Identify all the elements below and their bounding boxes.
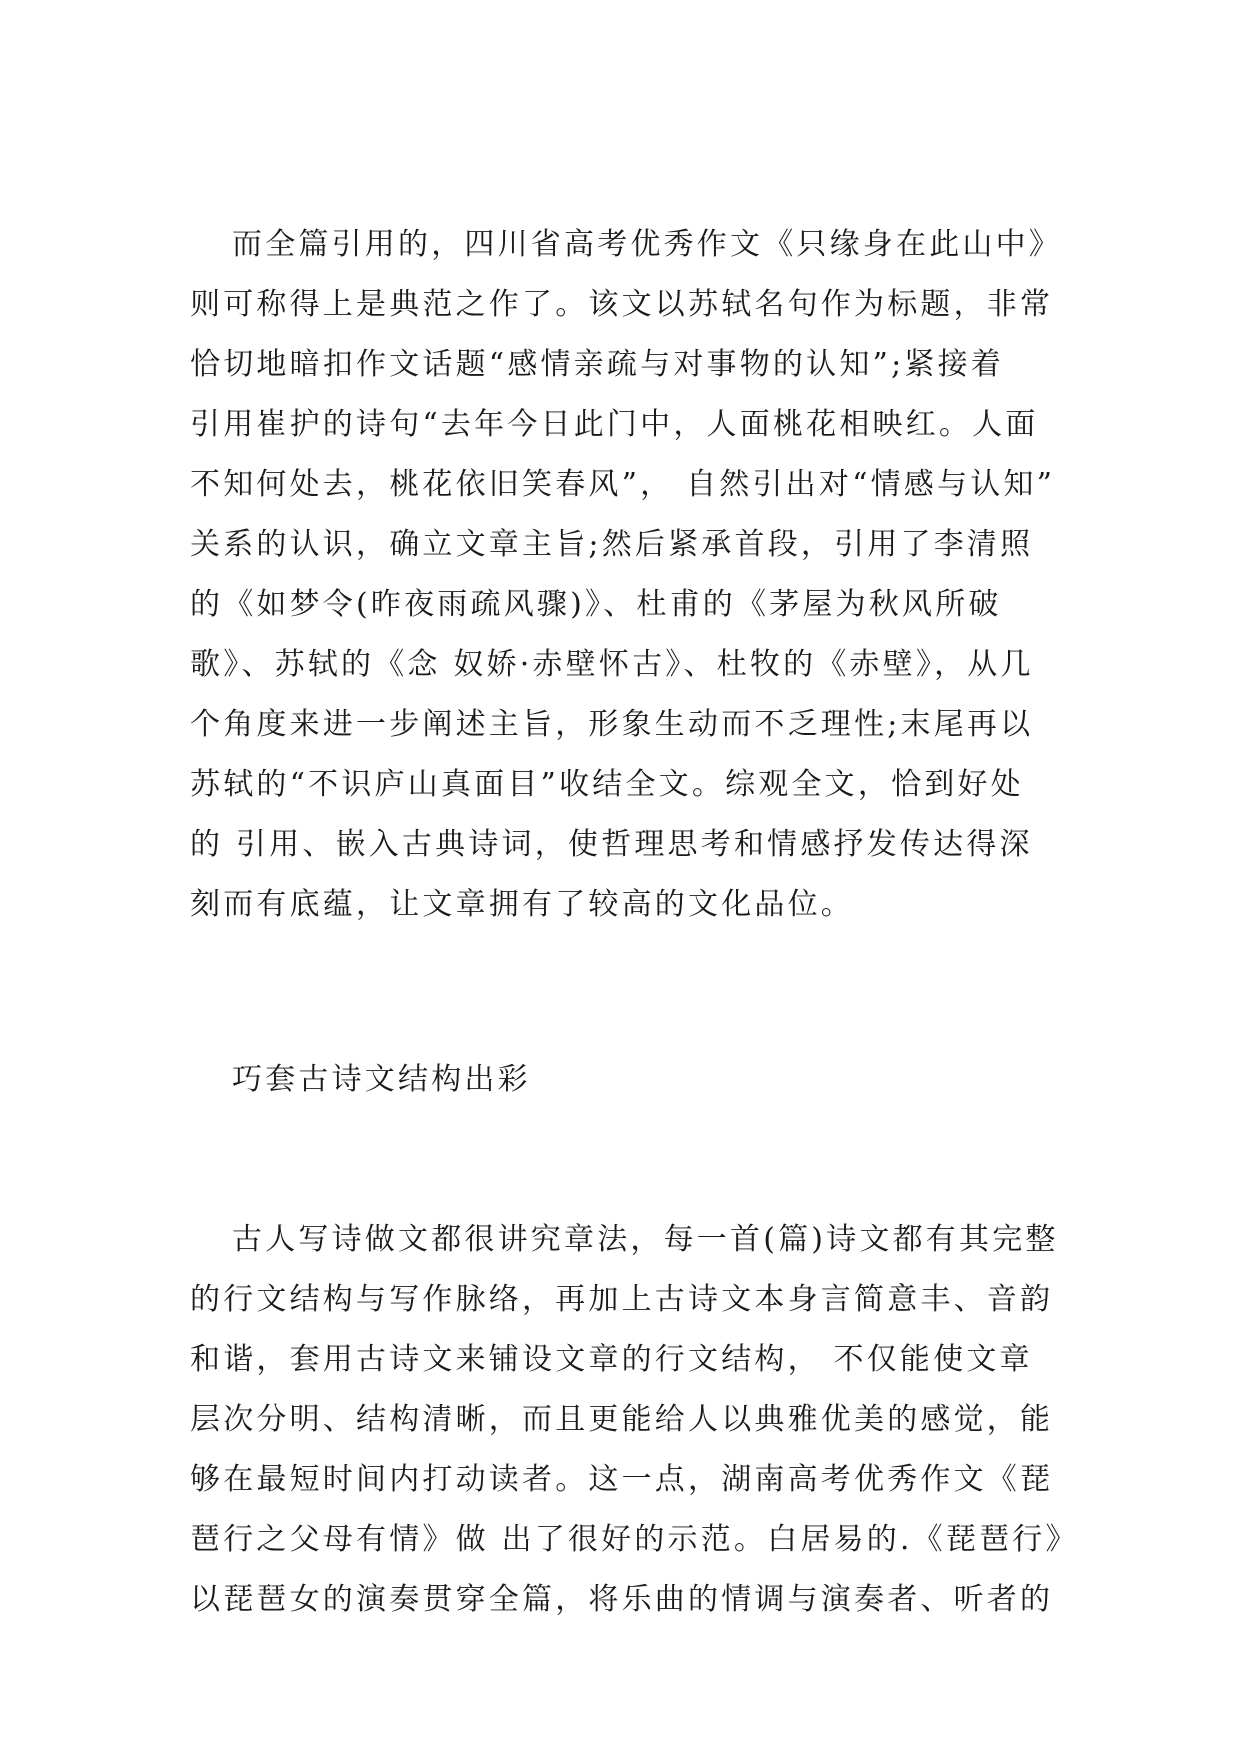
- paragraph-line: 则可称得上是典范之作了。该文以苏轼名句作为标题，非常: [190, 287, 1054, 322]
- paragraph-line: 够在最短时间内打动读者。这一点，湖南高考优秀作文《琵: [190, 1462, 1054, 1497]
- paragraph-1: [190, 215, 1060, 935]
- paragraph-line: 以琵琶女的演奏贯穿全篇，将乐曲的情调与演奏者、听者的: [190, 1582, 1054, 1617]
- section-heading: 巧套古诗文结构出彩: [232, 1062, 531, 1097]
- paragraph-line: 琶行之父母有情》做 出了很好的示范。白居易的.《琵琶行》: [190, 1522, 1079, 1557]
- paragraph-line: 的行文结构与写作脉络，再加上古诗文本身言简意丰、音韵: [190, 1282, 1054, 1317]
- paragraph-2: [190, 1210, 1079, 1630]
- paragraph-line: 的《如梦令(昨夜雨疏风骤)》、杜甫的《茅屋为秋风所破: [190, 587, 1002, 622]
- paragraph-line: 不知何处去，桃花依旧笑春风”， 自然引出对“情感与认知”: [190, 467, 1056, 502]
- paragraph-line: 古人写诗做文都很讲究章法，每一首(篇)诗文都有其完整: [232, 1222, 1059, 1257]
- paragraph-line: 恰切地暗扣作文话题“感情亲疏与对事物的认知”;紧接着: [190, 347, 1004, 382]
- paragraph-line: 刻而有底蕴，让文章拥有了较高的文化品位。: [190, 887, 854, 922]
- paragraph-line: 苏轼的“不识庐山真面目”收结全文。综观全文，恰到好处: [190, 767, 1024, 802]
- document-page: [190, 215, 1079, 1630]
- paragraph-line: 个角度来进一步阐述主旨，形象生动而不乏理性;末尾再以: [190, 707, 1034, 742]
- paragraph-line: 的 引用、嵌入古典诗词，使哲理思考和情感抒发传达得深: [190, 827, 1033, 862]
- paragraph-line: 而全篇引用的，四川省高考优秀作文《只缘身在此山中》: [232, 227, 1062, 262]
- spacer: [190, 935, 1060, 1050]
- spacer: [190, 1110, 1060, 1210]
- paragraph-line: 引用崔护的诗句“去年今日此门中，人面桃花相映红。人面: [190, 407, 1039, 442]
- paragraph-line: 关系的认识，确立文章主旨;然后紧承首段，引用了李清照: [190, 527, 1034, 562]
- paragraph-line: 层次分明、结构清晰，而且更能给人以典雅优美的感觉，能: [190, 1402, 1054, 1437]
- paragraph-line: 歌》、苏轼的《念 奴娇·赤壁怀古》、杜牧的《赤壁》，从几: [190, 647, 1034, 682]
- paragraph-line: 和谐，套用古诗文来铺设文章的行文结构， 不仅能使文章: [190, 1342, 1033, 1377]
